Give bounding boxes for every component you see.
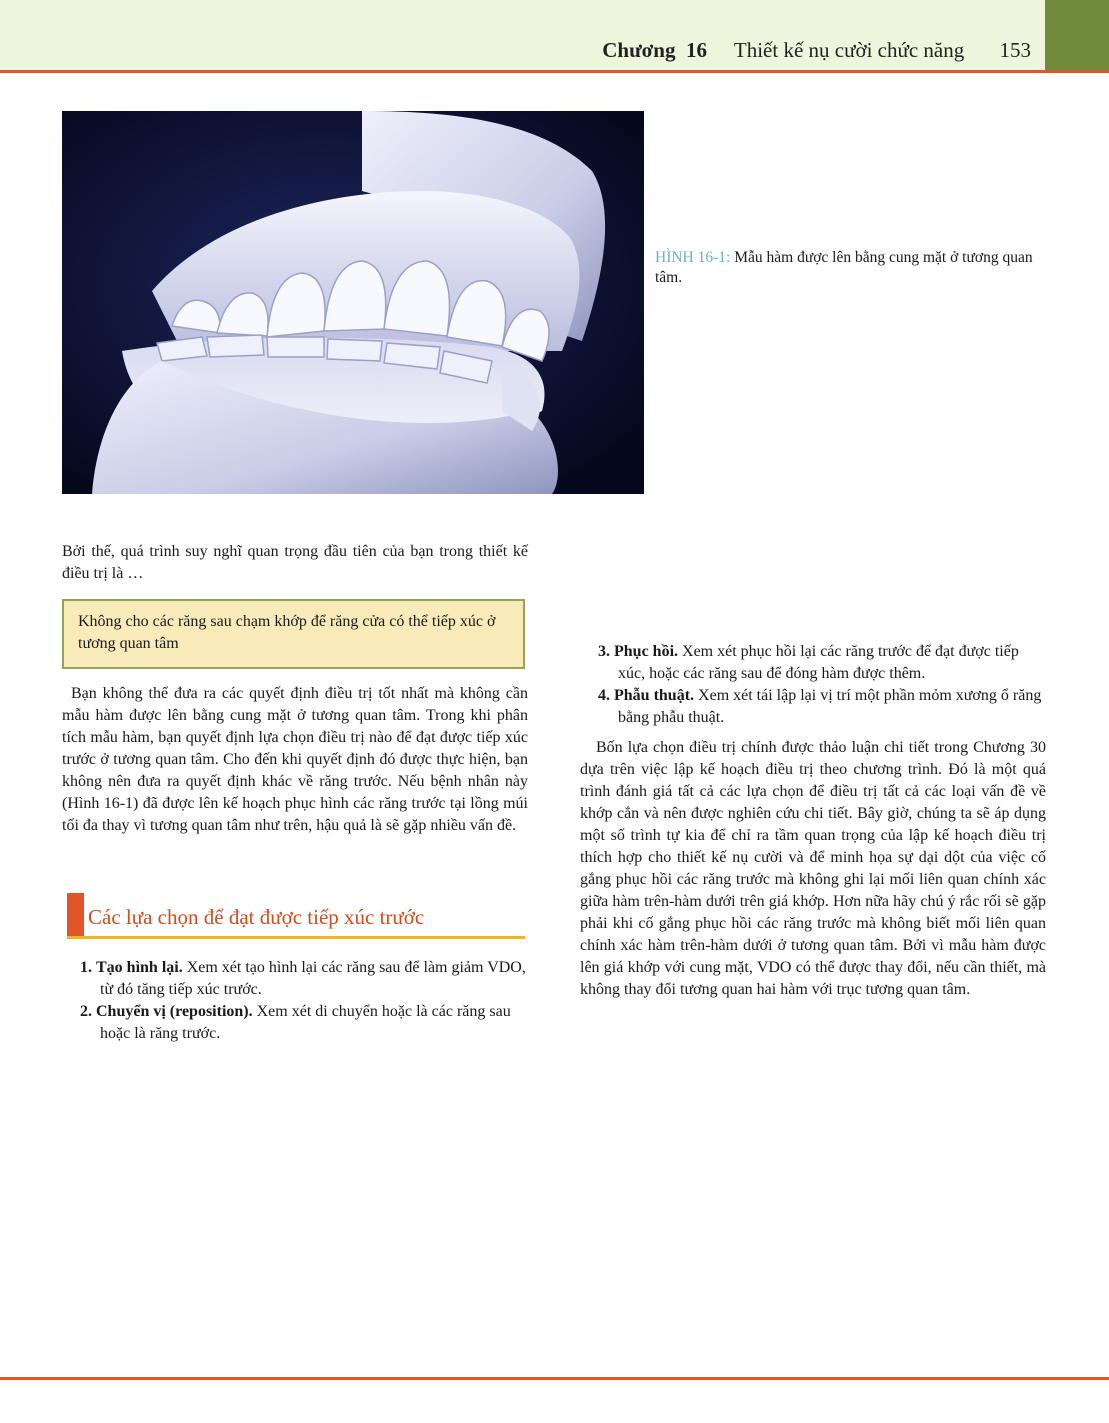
list-item <box>80 1001 528 1045</box>
footer-rule <box>0 1377 1109 1380</box>
list-item-title: Phẫu thuật. <box>614 687 695 704</box>
list-item-number: 4. <box>598 687 610 704</box>
list-item <box>80 957 528 1001</box>
list-item-number: 2. <box>80 1003 92 1020</box>
list-item <box>598 641 1046 685</box>
dental-cast-illustration <box>62 111 644 494</box>
list-item-text: Xem xét tái lập lại vị trí một phần mỏm xương ổ răng bằng phẫu thuật. <box>618 687 1042 726</box>
figure-label: HÌNH 16-1: <box>655 249 731 266</box>
list-item-text: Xem xét phục hồi lại các răng trước để đạt được tiếp xúc, hoặc các răng sau để đóng hàm được thêm. <box>618 643 1019 682</box>
section-heading <box>67 893 525 938</box>
callout-text: Không cho các răng sau chạm khớp để răng cửa có thể tiếp xúc ở tương quan tâm <box>78 613 496 652</box>
body-paragraph-right: Bốn lựa chọn điều trị chính được thảo luận chi tiết trong Chương 30 dựa trên việc lập kế hoạch điều trị theo chương trình. Đó là một quá trình đánh giá tất cả các lựa chọn để điều trị tất cả các loại vấn đề về khớp cắn và nên được nghiên cứu chi tiết. Bây giờ, chúng ta sẽ áp dụng một số trình tự kia để chỉ ra tầm quan trọng của lập kế hoạch điều trị thích hợp cho thiết kế nụ cười và để minh họa sự dại dột của việc cố gắng phục hồi các răng trước mà không ghi lại mối liên quan chính xác giữa hàm trên-hàm dưới trên giá khớp. Hơn nữa hãy chú ý rắc rối sẽ gặp phải khi cố gắng phục hồi các răng trước mà không biết mối liên quan chính xác hàm trên-hàm dưới ở tương quan tâm. Bởi vì mẫu hàm được lên giá khớp với cung mặt, VDO có thể được thay đổi, nếu cần thiết, mà không thay đổi tương quan hai hàm với trục tương quan tâm. <box>580 739 1046 998</box>
figure-caption-text: Mẫu hàm được lên bằng cung mặt ở tương quan tâm. <box>655 249 1033 286</box>
list-item-text: Xem xét tạo hình lại các răng sau để làm giảm VDO, từ đó tăng tiếp xúc trước. <box>100 959 526 998</box>
list-item <box>598 685 1046 729</box>
intro-paragraph: Bởi thế, quá trình suy nghĩ quan trọng đầu tiên của bạn trong thiết kế điều trị là … <box>62 543 528 582</box>
header-tab <box>1045 0 1109 70</box>
list-item-title: Tạo hình lại. <box>96 959 183 976</box>
header-rule <box>0 70 1109 73</box>
body-paragraph-left: Bạn không thể đưa ra các quyết định điều trị tốt nhất mà không cần mẫu hàm được lên bằng cung mặt ở tương quan tâm. Trong khi phân tích mẫu hàm, bạn quyết định lựa chọn điều trị nào để đạt được tiếp xúc trước ở tương quan tâm. Cho đến khi quyết định đó được thực hiện, bạn không nên đưa ra quyết định khác về răng trước. Nếu bệnh nhân này (Hình 16-1) đã được lên kế hoạch phục hình các răng trước tại lồng múi tối đa thay vì tương quan tâm như trên, hậu quả là sẽ gặp nhiều vấn đề. <box>62 685 528 834</box>
chapter-number: 16 <box>686 38 707 62</box>
list-item-title: Phục hồi. <box>614 643 679 660</box>
chapter-title: Thiết kế nụ cười chức năng <box>733 38 965 62</box>
list-item-text: Xem xét di chuyển hoặc là các răng sau hoặc là răng trước. <box>100 1003 511 1042</box>
list-item-title: Chuyển vị (reposition). <box>96 1003 253 1020</box>
section-heading-title: Các lựa chọn để đạt được tiếp xúc trước <box>88 905 425 929</box>
page-number: 153 <box>999 38 1031 62</box>
figure-caption <box>655 248 1050 288</box>
list-item-number: 1. <box>80 959 92 976</box>
section-heading-bar <box>67 893 84 936</box>
section-heading-rule <box>67 936 525 939</box>
callout-box <box>62 599 525 669</box>
running-header <box>602 38 1031 63</box>
figure-dental-cast-photo <box>62 111 644 494</box>
list-item-number: 3. <box>598 643 610 660</box>
chapter-word: Chương <box>602 38 676 62</box>
